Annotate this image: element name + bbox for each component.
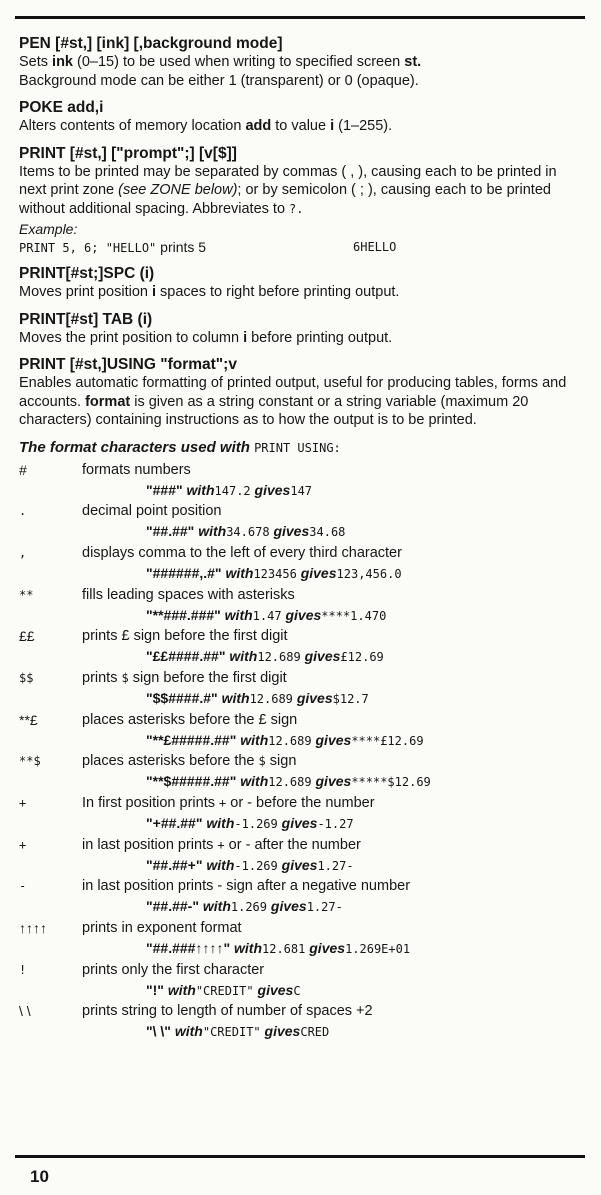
format-symbol: **$	[19, 754, 41, 769]
format-desc-text: in last position prints	[82, 836, 218, 853]
format-desc-symbol: $	[121, 670, 129, 685]
format-example	[146, 521, 345, 542]
gives-word: gives	[281, 856, 318, 873]
format-input: 1.269	[230, 900, 267, 915]
gives-word: gives	[270, 898, 307, 915]
param: i	[330, 118, 335, 134]
format-desc-text: prints only the first character	[82, 961, 265, 978]
format-desc	[82, 460, 191, 480]
entry-desc	[19, 329, 584, 348]
format-desc	[82, 626, 288, 646]
text: Enables automatic formatting of printed output, useful for producing tables, forms and accounts.	[19, 375, 567, 410]
format-input: -1.269	[234, 817, 278, 831]
format-symbol: +	[19, 837, 27, 852]
format-input: 34.678	[226, 525, 270, 540]
format-example	[146, 896, 343, 917]
format-char-row	[19, 585, 584, 627]
text: Moves the print position to column	[19, 329, 244, 346]
format-input: -1.269	[234, 858, 278, 873]
format-char-row	[19, 960, 584, 1002]
entry-title: PRINT[#st] TAB (i)	[19, 310, 153, 328]
format-symbol: -	[19, 879, 27, 894]
format-pattern: "££####.##"	[146, 648, 226, 665]
with-word: with	[174, 1023, 203, 1040]
format-symbol: ££	[19, 628, 35, 645]
format-output: C	[293, 983, 301, 998]
format-output: *****$12.69	[351, 775, 431, 790]
format-input: 12.689	[249, 691, 293, 706]
gives-word: gives	[264, 1023, 301, 1040]
gives-word: gives	[309, 940, 346, 957]
with-word: with	[186, 481, 215, 498]
format-desc-text: or - after the number	[224, 836, 361, 853]
format-desc-symbol: +	[217, 837, 225, 852]
example-word: prints	[156, 239, 199, 255]
format-char-row	[19, 793, 584, 835]
format-input: "CREDIT"	[202, 1025, 261, 1040]
format-char-row	[19, 626, 584, 668]
format-output: CRED	[300, 1025, 330, 1040]
text: Sets	[19, 54, 53, 70]
format-example	[146, 646, 384, 667]
format-desc	[82, 835, 361, 855]
format-output: £12.69	[340, 650, 384, 665]
format-desc-text: in last position prints - sign after a negative number	[82, 878, 411, 895]
with-word: with	[225, 564, 254, 581]
format-desc	[82, 876, 410, 896]
format-desc-text: decimal point position	[82, 503, 222, 520]
format-input: 12.689	[268, 775, 312, 790]
format-desc	[82, 918, 242, 938]
format-input: 12.681	[262, 942, 306, 957]
format-pattern: "**###.###"	[146, 606, 221, 623]
example-output-2: 6HELLO	[353, 240, 397, 254]
format-example	[146, 855, 354, 876]
format-output: 34.68	[309, 525, 346, 540]
format-example	[146, 605, 386, 626]
bottom-rule	[15, 1155, 585, 1158]
format-symbol: #	[19, 461, 27, 478]
format-output: -1.27	[317, 817, 354, 831]
gives-word: gives	[304, 648, 341, 665]
entry-pen	[19, 34, 584, 90]
text: is given as a string constant or a string variable (maximum 20 characters) containing instructions as to how the output is to be printed.	[19, 393, 529, 428]
format-input: 1.47	[252, 608, 282, 623]
gives-word: gives	[254, 481, 291, 498]
gives-word: gives	[285, 606, 322, 623]
format-symbol: ↑↑↑↑	[19, 920, 47, 937]
with-word: with	[234, 940, 262, 957]
format-symbol: \ \	[19, 1003, 31, 1020]
with-word: with	[229, 648, 258, 665]
with-word: with	[202, 898, 231, 915]
format-example	[146, 980, 301, 1001]
entry-desc	[19, 163, 584, 219]
format-char-row	[19, 876, 584, 918]
gives-word: gives	[296, 689, 333, 706]
text: Moves print position	[19, 284, 152, 300]
with-word: with	[224, 606, 253, 623]
format-desc	[82, 960, 264, 980]
format-pattern: "##.###↑↑↑↑"	[146, 940, 231, 957]
entry-desc	[19, 283, 584, 302]
cross-reference: (see ZONE below)	[118, 182, 238, 198]
format-desc-text: prints	[82, 669, 122, 686]
format-desc-text: In first position prints	[82, 795, 219, 811]
format-symbol: **	[19, 587, 34, 602]
param: format	[85, 393, 131, 410]
format-pattern: "\ \"	[146, 1023, 171, 1040]
entry-print	[19, 144, 584, 257]
format-symbol: $$	[19, 670, 34, 685]
format-desc	[82, 543, 402, 563]
format-char-row	[19, 543, 584, 585]
code: PRINT USING:	[254, 440, 341, 455]
format-desc-text: sign before the first digit	[128, 669, 287, 686]
format-output: ****1.470	[321, 608, 387, 623]
format-example	[146, 563, 402, 584]
text: The format characters used with	[19, 438, 250, 456]
format-example	[146, 480, 312, 501]
entry-title: PRINT [#st,]USING "format";v	[19, 356, 237, 373]
format-output: 123,456.0	[336, 566, 402, 581]
gives-word: gives	[300, 564, 337, 581]
format-desc	[82, 668, 287, 688]
format-desc-symbol: $	[258, 754, 266, 769]
format-symbol: +	[19, 796, 27, 810]
format-desc	[82, 501, 221, 521]
entry-print-using	[19, 355, 584, 430]
format-desc	[82, 1001, 373, 1021]
format-input: 147.2	[214, 483, 251, 498]
format-output: 147	[290, 483, 313, 498]
format-example	[146, 938, 410, 959]
example-line	[19, 238, 584, 256]
format-desc-text: places asterisks before the	[82, 753, 259, 770]
format-pattern: "######,.#"	[146, 564, 222, 581]
with-word: with	[198, 523, 227, 540]
format-desc-text: prints £ sign before the first digit	[82, 628, 288, 645]
format-input: "CREDIT"	[195, 983, 254, 998]
format-pattern: "$$####.#"	[146, 689, 218, 706]
param: ink	[52, 54, 73, 70]
format-pattern: "+##.##"	[146, 815, 203, 831]
format-desc	[82, 793, 375, 813]
format-pattern: "!"	[146, 981, 164, 998]
text: to value	[271, 118, 331, 134]
example-code: PRINT 5, 6; "HELLO"	[19, 241, 157, 255]
gives-word: gives	[315, 773, 352, 790]
format-desc-text: fills leading spaces with asterisks	[82, 586, 295, 603]
format-char-row	[19, 668, 584, 710]
entry-poke	[19, 98, 584, 136]
format-desc-text: places asterisks before the £ sign	[82, 711, 298, 728]
format-symbol: ,	[19, 545, 27, 560]
text: Items to be printed may be separated by commas ( , ), causing each to be printed in next print zone	[19, 163, 557, 198]
with-word: with	[206, 856, 235, 873]
param: add	[245, 118, 272, 134]
format-char-row	[19, 751, 584, 793]
format-desc	[82, 710, 297, 730]
text: before printing output.	[247, 329, 393, 346]
format-output: $12.7	[332, 691, 369, 706]
with-word: with	[240, 773, 269, 790]
format-input: 12.689	[257, 650, 301, 665]
format-symbol: **£	[19, 711, 38, 728]
format-input: 12.689	[268, 733, 312, 748]
format-desc-text: or - before the number	[226, 795, 375, 811]
format-characters-list	[19, 460, 584, 1044]
text: (1–255).	[334, 118, 393, 134]
format-example	[146, 688, 369, 709]
format-input: 123456	[253, 566, 297, 581]
format-char-row	[19, 710, 584, 752]
format-char-row	[19, 835, 584, 877]
format-example	[146, 813, 354, 834]
gives-word: gives	[257, 981, 294, 998]
format-desc-text: prints in exponent format	[82, 920, 242, 937]
text: spaces to right before printing output.	[156, 284, 400, 300]
gives-word: gives	[281, 815, 318, 831]
format-desc-text: formats numbers	[82, 461, 191, 478]
format-example	[146, 771, 431, 792]
format-char-row	[19, 1001, 584, 1043]
format-pattern: "**$#####.##"	[146, 773, 237, 790]
with-word: with	[221, 689, 250, 706]
format-output: 1.27-	[306, 900, 343, 915]
with-word: with	[240, 731, 269, 748]
format-desc-text: displays comma to the left of every third character	[82, 544, 402, 561]
format-pattern: "##.##"	[146, 523, 195, 540]
format-symbol: !	[19, 962, 27, 977]
entry-print-tab	[19, 310, 584, 348]
text: ; or by semicolon ( ; ), causing each to be printed without additional spacing. Abbreviates to	[19, 182, 551, 217]
format-pattern: "##.##+"	[146, 856, 203, 873]
param: st.	[404, 54, 422, 70]
text: Alters contents of memory location	[19, 118, 246, 134]
gives-word: gives	[273, 523, 310, 540]
format-desc-text: sign	[265, 753, 297, 770]
entry-desc	[19, 374, 584, 430]
format-example	[146, 730, 424, 751]
entry-title: PEN [#st,] [ink] [,background mode]	[19, 35, 283, 52]
entry-desc-2: Background mode can be either 1 (transparent) or 0 (opaque).	[19, 72, 419, 89]
format-desc	[82, 751, 296, 771]
entry-title: POKE add,i	[19, 99, 104, 116]
format-char-row	[19, 460, 584, 502]
example-label: Example:	[19, 221, 78, 237]
example-output-1: 5	[198, 239, 207, 255]
format-pattern: "###"	[146, 481, 183, 498]
format-pattern: "**£#####.##"	[146, 731, 237, 748]
entry-desc	[19, 117, 584, 136]
entry-desc	[19, 53, 584, 72]
format-desc	[82, 585, 295, 605]
entry-title: PRINT[#st;]SPC (i)	[19, 265, 155, 282]
entry-title: PRINT [#st,] ["prompt";] [v[$]]	[19, 144, 237, 162]
gives-word: gives	[315, 731, 352, 748]
format-pattern: "##.##-"	[146, 898, 199, 915]
page-content	[19, 34, 584, 1043]
entry-print-spc	[19, 264, 584, 302]
format-char-row	[19, 918, 584, 960]
format-desc-text: prints string to length of number of spaces +2	[82, 1003, 373, 1020]
format-output: ****£12.69	[351, 733, 424, 748]
format-output: 1.269E+01	[345, 942, 411, 957]
format-characters-title	[19, 438, 584, 458]
with-word: with	[206, 815, 235, 831]
with-word: with	[167, 981, 196, 998]
text: (0–15) to be used when writing to specified screen	[73, 54, 405, 70]
param: i	[243, 329, 248, 346]
format-symbol: .	[19, 504, 27, 519]
param: i	[151, 284, 157, 300]
abbreviation: ?.	[289, 201, 304, 216]
page-number: 10	[30, 1167, 49, 1186]
format-char-row	[19, 501, 584, 543]
format-desc-symbol: +	[219, 796, 227, 810]
format-output: 1.27-	[317, 858, 354, 873]
top-rule	[15, 16, 585, 19]
format-example	[146, 1021, 329, 1042]
